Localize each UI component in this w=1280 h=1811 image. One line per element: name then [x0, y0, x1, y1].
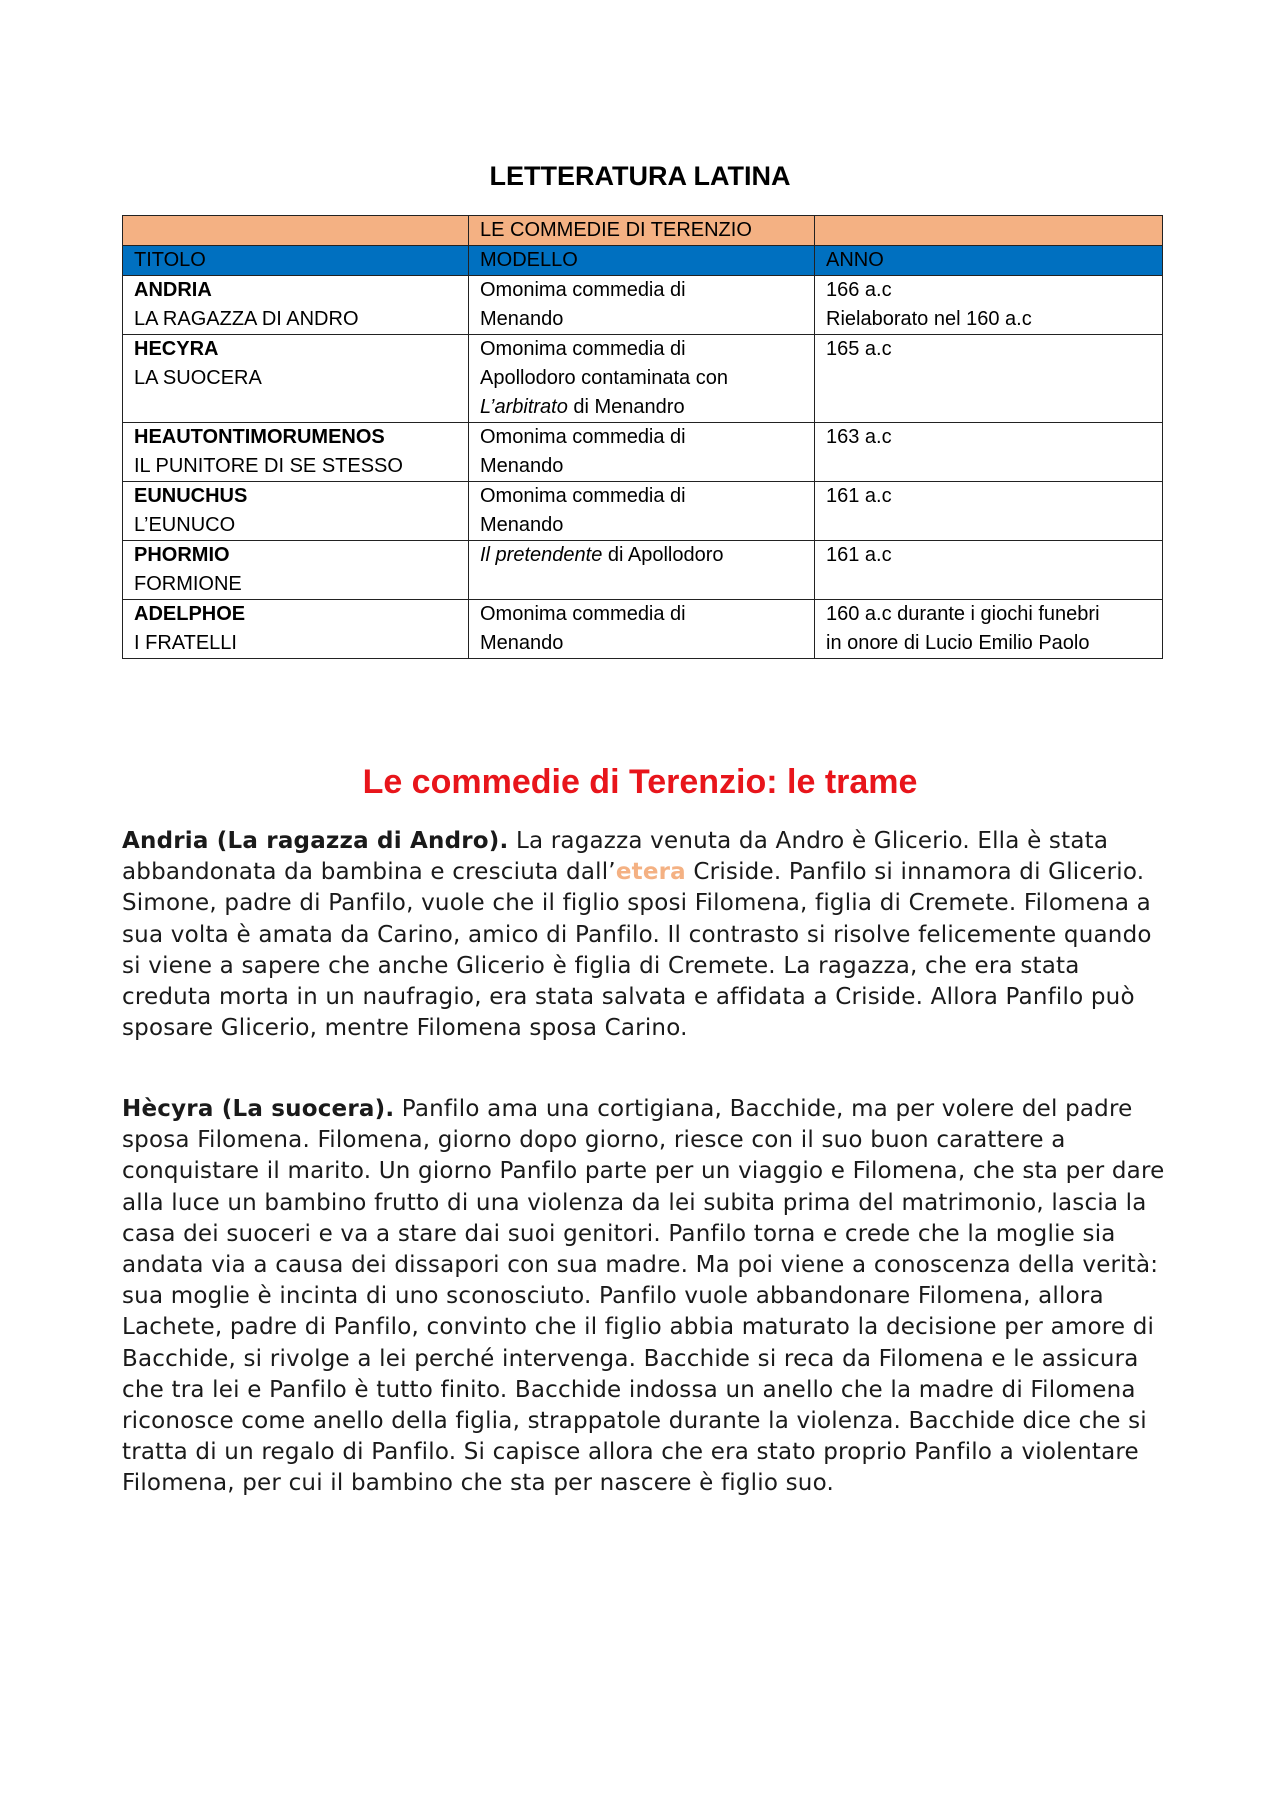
- plot-text: Panfilo ama una cortigiana, Bacchide, ma per volere del padre sposa Filomena. Filomena, giorno dopo giorno, riesce con il suo buon carattere a conquistare il marito. Un giorno Panfilo parte per un viaggio e Filomena, che sta per dare alla luce un bambino frutto di una violenza da lei subita prima del matrimonio, lascia la casa dei suoceri e va a stare dai suoi genitori. Panfilo torna e crede che la moglie sia andata via a causa dei dissapori con sua madre. Ma poi viene a conoscenza della verità: sua moglie è incinta di uno sconosciuto. Panfilo vuole abbandonare Filomena, allora Lachete, padre di Panfilo, convinto che il figlio abbia maturato la decisione per amore di Bacchide, si rivolge a lei perché intervenga. Bacchide si reca da Filomena e le assicura che tra lei e Panfilo è tutto finito. Bacchide indossa un anello che la madre di Filomena riconosce come anello della figlia, strappatole durante la violenza. Bacchide dice che si tratta di un regalo di Panfilo. Si capisce allora che era stato proprio Panfilo a violentare Filomena, per cui il bambino che sta per nascere è figlio suo.: [122, 1096, 1165, 1497]
- column-header-year: ANNO: [815, 246, 1163, 276]
- year-line: 161 a.c: [826, 544, 892, 566]
- table-cell: [123, 216, 469, 246]
- play-title: ANDRIA: [134, 279, 212, 301]
- model-cell: [469, 600, 815, 659]
- year-line: 161 a.c: [826, 485, 892, 507]
- table-row: [123, 541, 1163, 600]
- play-subtitle: LA SUOCERA: [134, 367, 262, 389]
- highlighted-term: etera: [615, 859, 686, 886]
- title-cell: [123, 541, 469, 600]
- plot-paragraph-andria: [122, 826, 1167, 1044]
- model-line: Menando: [480, 632, 564, 654]
- model-tail: di Menandro: [567, 396, 685, 418]
- column-header-title: TITOLO: [123, 246, 469, 276]
- column-header-model: MODELLO: [469, 246, 815, 276]
- play-title: ADELPHOE: [134, 603, 246, 625]
- play-title: PHORMIO: [134, 544, 230, 566]
- title-cell: [123, 482, 469, 541]
- title-cell: [123, 600, 469, 659]
- year-cell: [815, 335, 1163, 423]
- comedies-table: [122, 215, 1163, 659]
- play-subtitle: I FRATELLI: [134, 632, 237, 654]
- year-line: 163 a.c: [826, 426, 892, 448]
- table-row: [123, 423, 1163, 482]
- model-line: Omonima commedia di: [480, 426, 686, 448]
- play-subtitle: LA RAGAZZA DI ANDRO: [134, 308, 359, 330]
- model-cell: [469, 541, 815, 600]
- model-cell: [469, 482, 815, 541]
- table-cell: [815, 216, 1163, 246]
- plot-paragraph-hecyra: [122, 1094, 1167, 1500]
- model-line: [480, 541, 803, 570]
- model-line: Omonima commedia di: [480, 338, 686, 360]
- year-cell: [815, 541, 1163, 600]
- model-line: Apollodoro contaminata con: [480, 367, 728, 389]
- document-title: LETTERATURA LATINA: [489, 161, 791, 191]
- play-title: HECYRA: [134, 338, 219, 360]
- title-cell: [123, 276, 469, 335]
- play-subtitle: FORMIONE: [134, 573, 242, 595]
- model-cell: [469, 276, 815, 335]
- table-header-row: [123, 246, 1163, 276]
- table-row: [123, 600, 1163, 659]
- model-line: Menando: [480, 455, 564, 477]
- model-line: Omonima commedia di: [480, 485, 686, 507]
- model-italic: L’arbitrato: [480, 396, 568, 418]
- play-title: EUNUCHUS: [134, 485, 248, 507]
- plot-text: Criside. Panfilo si innamora di Glicerio. Simone, padre di Panfilo, vuole che il figlio sposi Filomena, figlia di Cremete. Filomena a sua volta è amata da Carino, amico di Panfilo. Il contrasto si risolve felicemente quando si viene a sapere che anche Glicerio è figlia di Cremete. La ragazza, che era stata creduta morta in un naufragio, era stata salvata e affidata a Criside. Allora Panfilo può sposare Glicerio, mentre Filomena sposa Carino.: [122, 859, 1152, 1042]
- model-line: Omonima commedia di: [480, 279, 686, 301]
- table-row: [123, 482, 1163, 541]
- model-italic: Il pretendente: [480, 544, 603, 566]
- model-cell: [469, 335, 815, 423]
- year-line: in onore di Lucio Emilio Paolo: [826, 632, 1090, 654]
- plot-lead: Andria (La ragazza di Andro).: [122, 828, 509, 854]
- model-line: Omonima commedia di: [480, 603, 686, 625]
- year-line: 166 a.c: [826, 279, 892, 301]
- model-tail: di Apollodoro: [602, 544, 724, 566]
- play-subtitle: IL PUNITORE DI SE STESSO: [134, 455, 403, 477]
- model-cell: [469, 423, 815, 482]
- year-cell: [815, 276, 1163, 335]
- table-caption: LE COMMEDIE DI TERENZIO: [469, 216, 815, 246]
- plot-text: La ragazza venuta da Andro è Glicerio. Ella è stata abbandonata da bambina e cresciuta dall’: [122, 828, 1109, 886]
- year-line: Rielaborato nel 160 a.c: [826, 308, 1032, 330]
- title-cell: [123, 335, 469, 423]
- play-title: HEAUTONTIMORUMENOS: [134, 426, 385, 448]
- table-row: [123, 335, 1163, 423]
- model-line: [480, 393, 803, 422]
- year-line: 160 a.c durante i giochi funebri: [826, 603, 1100, 625]
- year-cell: [815, 423, 1163, 482]
- year-cell: [815, 482, 1163, 541]
- table-row: [123, 276, 1163, 335]
- year-cell: [815, 600, 1163, 659]
- play-subtitle: L’EUNUCO: [134, 514, 236, 536]
- plot-lead: Hècyra (La suocera).: [122, 1096, 395, 1122]
- model-line: Menando: [480, 514, 564, 536]
- table-caption-row: [123, 216, 1163, 246]
- title-cell: [123, 423, 469, 482]
- section-title: Le commedie di Terenzio: le trame: [362, 763, 918, 801]
- model-line: Menando: [480, 308, 564, 330]
- year-line: 165 a.c: [826, 338, 892, 360]
